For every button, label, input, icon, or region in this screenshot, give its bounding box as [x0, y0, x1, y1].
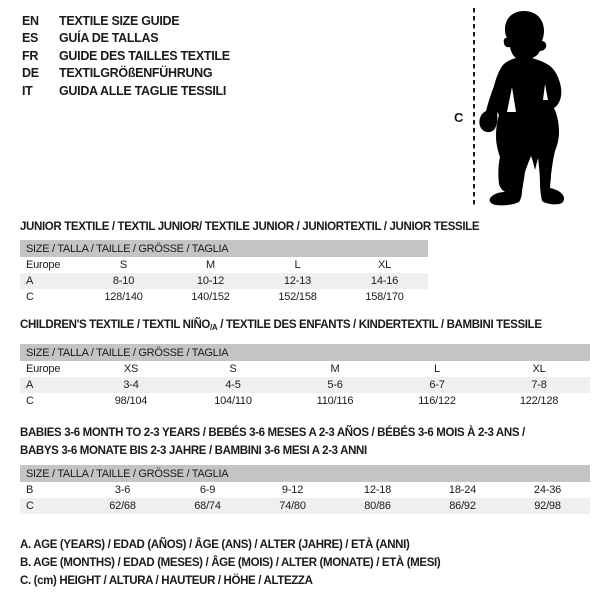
table-title [20, 424, 590, 460]
table-row [20, 361, 590, 377]
size-cell: 18-24 [448, 484, 477, 496]
table-title [20, 316, 590, 337]
size-cell: S [229, 363, 237, 375]
size-cell: 14-16 [370, 275, 399, 287]
size-cell: 3-6 [114, 484, 131, 496]
language-title-list [22, 13, 230, 100]
table-title-line: CHILDREN'S TEXTILE / TEXTIL NIÑO/A / TEXTILE DES ENFANTS / KINDERTEXTIL / BAMBINI TESSILE [20, 319, 542, 332]
footnote: B. AGE (MONTHS) / EDAD (MESES) / ÂGE (MOIS) / ALTER (MONATE) / ETÀ (MESI) [20, 557, 441, 569]
size-header-bar [20, 240, 428, 257]
size-cell: 6-7 [429, 379, 445, 391]
size-cell: XL [377, 259, 392, 271]
footnotes [20, 536, 440, 590]
footnote: A. AGE (YEARS) / EDAD (AÑOS) / ÂGE (ANS) / ALTER (JAHRE) / ETÀ (ANNI) [20, 539, 410, 551]
size-cell: 3-4 [123, 379, 139, 391]
size-cell: 80/86 [364, 500, 391, 512]
language-title: GUÍA DE TALLAS [59, 31, 159, 46]
size-header-bar [20, 465, 590, 482]
language-row [22, 83, 230, 100]
table-row [20, 289, 428, 305]
footnote: C. (cm) HEIGHT / ALTURA / HAUTEUR / HÖHE / ALTEZZA [20, 575, 313, 587]
size-cell: S [119, 259, 128, 271]
size-cell: 86/92 [449, 500, 476, 512]
language-row [22, 30, 230, 47]
row-label: Europe [26, 259, 61, 271]
size-cell: 110/116 [316, 395, 354, 407]
size-cell: 122/128 [519, 395, 559, 407]
junior-textile-table [20, 218, 480, 303]
height-measure-label: C [454, 110, 464, 125]
size-cell: 92/98 [534, 500, 561, 512]
row-label: C [26, 395, 34, 407]
language-title: GUIDA ALLE TAGLIE TESSILI [59, 83, 227, 98]
language-row [22, 65, 230, 82]
size-header-label: SIZE / TALLA / TAILLE / GRÖSSE / TAGLIA [26, 242, 229, 255]
baby-silhouette-figure [443, 0, 600, 215]
row-label: C [26, 291, 34, 303]
size-cell: 116/122 [418, 395, 456, 407]
size-cell: L [294, 259, 301, 271]
language-code: IT [22, 83, 33, 98]
language-row [22, 13, 230, 30]
table-title [20, 218, 480, 236]
baby-silhouette [479, 11, 564, 205]
table-rows [20, 257, 428, 305]
size-cell: 7-8 [531, 379, 547, 391]
size-cell: 98/104 [114, 395, 148, 407]
size-cell: 12-13 [283, 275, 312, 287]
size-header-label: SIZE / TALLA / TAILLE / GRÖSSE / TAGLIA [26, 346, 229, 359]
table-row [20, 393, 590, 409]
size-cell: L [434, 363, 440, 375]
row-label: B [26, 484, 34, 496]
row-label: A [26, 275, 34, 287]
size-cell: 24-36 [533, 484, 562, 496]
table-row [20, 482, 590, 498]
language-code: DE [22, 66, 39, 81]
table-rows [20, 482, 590, 514]
table-row [20, 377, 590, 393]
size-cell: 6-9 [199, 484, 216, 496]
size-cell: 140/152 [191, 291, 230, 303]
childrens-textile-table [20, 316, 590, 407]
table-title-line: JUNIOR TEXTILE / TEXTIL JUNIOR/ TEXTILE JUNIOR / JUNIORTEXTIL / JUNIOR TESSILE [20, 221, 480, 233]
table-row [20, 273, 428, 289]
table-row [20, 257, 428, 273]
table-rows [20, 361, 590, 409]
language-title: TEXTILGRÖßENFÜHRUNG [59, 66, 213, 81]
size-cell: 68/74 [194, 500, 221, 512]
language-code: FR [22, 48, 39, 63]
size-cell: M [330, 363, 340, 375]
size-cell: 5-6 [327, 379, 343, 391]
size-cell: 74/80 [279, 500, 306, 512]
size-header-label: SIZE / TALLA / TAILLE / GRÖSSE / TAGLIA [26, 467, 229, 480]
size-cell: 9-12 [281, 484, 304, 496]
row-label: C [26, 500, 34, 512]
row-label: A [26, 379, 34, 391]
size-cell: 128/140 [104, 291, 143, 303]
size-cell: XL [532, 363, 546, 375]
language-row [22, 48, 230, 65]
size-cell: 4-5 [225, 379, 241, 391]
babies-textile-table [20, 424, 590, 512]
size-cell: 8-10 [112, 275, 135, 287]
size-cell: 62/68 [109, 500, 136, 512]
language-title: TEXTILE SIZE GUIDE [59, 14, 180, 28]
size-cell: 12-18 [363, 484, 392, 496]
table-row [20, 498, 590, 514]
language-code: EN [22, 14, 39, 28]
size-header-bar [20, 344, 590, 361]
language-title: GUIDE DES TAILLES TEXTILE [59, 48, 230, 63]
size-cell: M [206, 259, 215, 271]
row-label: Europe [26, 363, 61, 375]
language-code: ES [22, 31, 39, 46]
size-cell: 152/158 [278, 291, 317, 303]
size-cell: XS [123, 363, 139, 375]
size-cell: 104/110 [214, 395, 252, 407]
table-title-line: BABIES 3-6 MONTH TO 2-3 YEARS / BEBÉS 3-6 MESES A 2-3 AÑOS / BÉBÉS 3-6 MOIS À 2-3 ANS / [20, 427, 525, 439]
size-cell: 10-12 [196, 275, 225, 287]
size-cell: 158/170 [365, 291, 404, 303]
table-title-line: BABYS 3-6 MONATE BIS 2-3 JAHRE / BAMBINI 3-6 MESI A 2-3 ANNI [20, 445, 367, 457]
